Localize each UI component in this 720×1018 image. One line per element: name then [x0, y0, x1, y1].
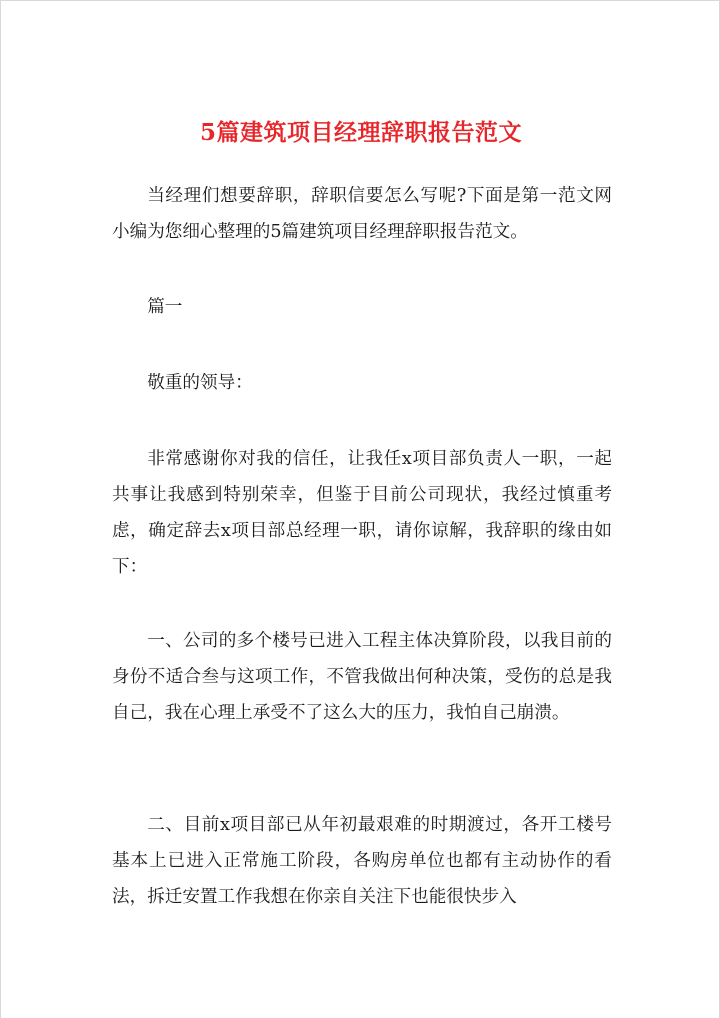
reason-paragraph-1: 一、公司的多个楼号已进入工程主体决算阶段，以我目前的身份不适合叁与这项工作，不管我做出何种决策，受伤的总是我自己，我在心理上承受不了这么大的压力，我怕自己崩溃。 [112, 631, 612, 723]
reason-paragraph-2: 二、目前x项目部已从年初最艰难的时期渡过，各开工楼号基本上已进入正常施工阶段，各购房单位也都有主动协作的看法，拆迁安置工作我想在你亲自关注下也能很快步入 [112, 815, 612, 907]
section-heading: 篇一 [147, 297, 183, 317]
salutation: 敬重的领导： [147, 373, 253, 393]
intro-paragraph: 当经理们想要辞职，辞职信要怎么写呢?下面是第一范文网小编为您细心整理的5篇建筑项目经理辞职报告范文。 [112, 186, 612, 242]
body-paragraph: 非常感谢你对我的信任，让我任x项目部负责人一职，一起共事让我感到特别荣幸，但鉴于目前公司现状，我经过慎重考虑，确定辞去x项目部总经理一职，请你谅解，我辞职的缘由如下： [112, 449, 612, 577]
document-title: 5篇建筑项目经理辞职报告范文 [199, 119, 522, 146]
